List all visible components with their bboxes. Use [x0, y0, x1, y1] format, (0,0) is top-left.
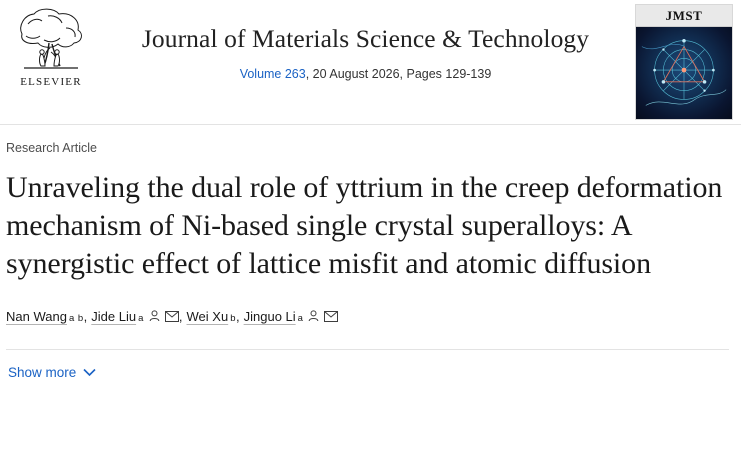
cover-artwork-graphic — [636, 27, 732, 117]
author-entry — [91, 308, 186, 326]
cover-journal-abbr: JMST — [665, 7, 703, 23]
author-name[interactable]: Jide Liu — [91, 309, 137, 325]
author-email-icon[interactable] — [165, 309, 179, 327]
journal-identity — [96, 4, 635, 81]
author-profile-icon[interactable] — [308, 309, 319, 327]
author-affiliation-marker: b — [230, 313, 236, 325]
cover-artwork — [636, 27, 732, 119]
author-separator: , — [83, 309, 88, 325]
author-name[interactable]: Nan Wang — [6, 309, 67, 325]
author-affiliation-marker: a — [138, 313, 144, 325]
elsevier-wordmark: ELSEVIER — [20, 76, 82, 88]
author-separator: , — [235, 309, 240, 325]
author-separator: , — [178, 309, 183, 325]
elsevier-logo — [0, 4, 96, 88]
author-name[interactable]: Wei Xu — [186, 309, 229, 325]
author-name[interactable]: Jinguo Li — [243, 309, 296, 325]
show-more-button[interactable] — [6, 365, 96, 380]
journal-volume-link[interactable]: Volume 263 — [239, 66, 306, 81]
article-type-label: Research Article — [6, 141, 98, 155]
cover-masthead — [636, 5, 732, 27]
author-profile-icon[interactable] — [149, 309, 160, 327]
author-email-icon[interactable] — [324, 309, 338, 327]
journal-cover-image[interactable] — [635, 4, 733, 120]
author-entry — [244, 308, 339, 326]
author-entry — [6, 308, 91, 326]
page-title: Unraveling the dual role of yttrium in the creep deformation mechanism of Ni-based single crystal superalloys: A synergistic effect of lattice misfit and atomic diffusion — [6, 171, 723, 280]
journal-issue-line — [96, 67, 635, 81]
journal-issue-info: , 20 August 2026, Pages 129-139 — [305, 66, 492, 81]
author-affiliation-marker: a — [297, 313, 304, 325]
journal-header — [0, 0, 741, 124]
chevron-down-icon — [83, 368, 96, 376]
author-affiliation-marker: a b — [68, 313, 84, 325]
elsevier-tree-logo-icon — [14, 8, 88, 74]
show-more-label: Show more — [8, 364, 77, 380]
author-list — [6, 308, 729, 326]
journal-title: Journal of Materials Science & Technology — [141, 24, 590, 53]
article-block — [0, 125, 741, 382]
author-entry — [187, 308, 244, 326]
